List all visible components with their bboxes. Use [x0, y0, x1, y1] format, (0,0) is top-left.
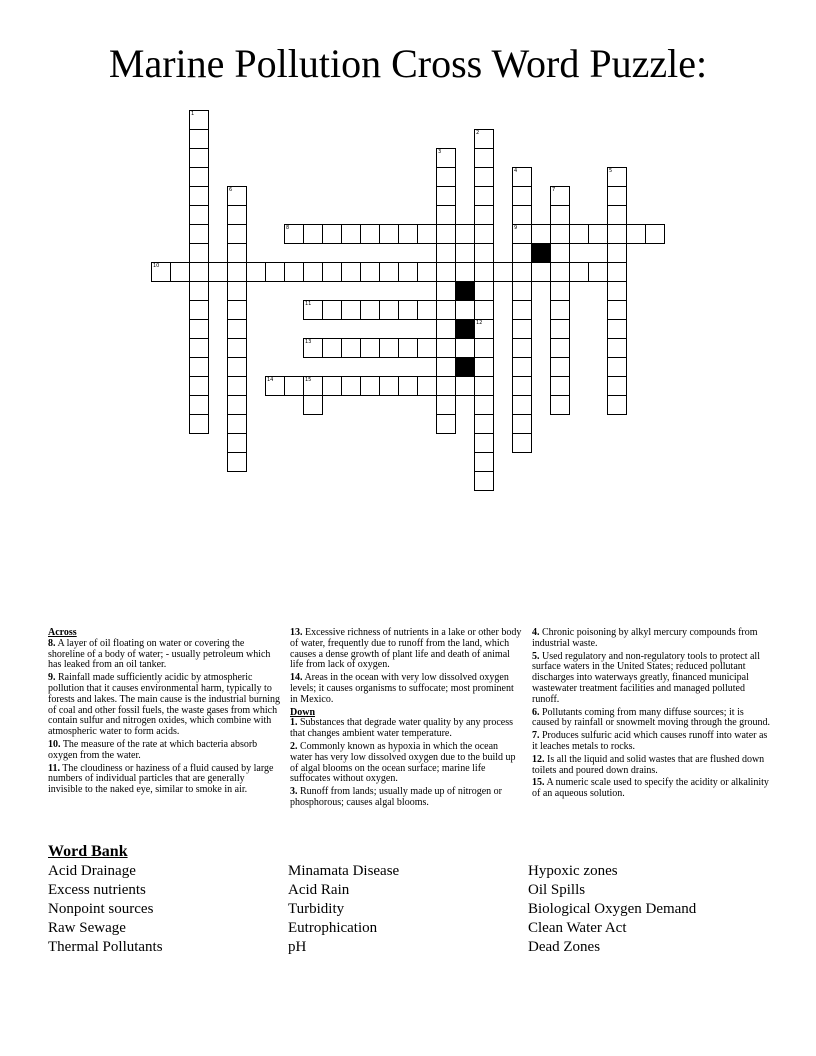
word-bank-item: Eutrophication — [288, 920, 378, 936]
grid-cell[interactable] — [474, 319, 494, 339]
cell-number: 15 — [305, 377, 312, 383]
grid-cell[interactable] — [189, 357, 209, 377]
word-bank-item: Thermal Pollutants — [48, 939, 163, 955]
grid-cell[interactable] — [626, 224, 646, 244]
grid-cell[interactable] — [607, 395, 627, 415]
grid-cell[interactable] — [607, 281, 627, 301]
grid-cell[interactable] — [189, 300, 209, 320]
word-bank-item: Turbidity — [288, 901, 345, 917]
grid-cell[interactable] — [474, 243, 494, 263]
grid-cell[interactable] — [189, 186, 209, 206]
grid-cell[interactable] — [474, 129, 494, 149]
grid-cell[interactable] — [417, 224, 437, 244]
grid-cell[interactable] — [303, 395, 323, 415]
clue-across-13: 13. Excessive richness of nutrients in a lake or other body of water, frequently due to runoff from the land, which causes a dense growth of plant life and death of animal life from lack of oxygen. — [290, 627, 522, 671]
word-bank-item: Oil Spills — [528, 882, 586, 898]
grid-cell[interactable] — [436, 186, 456, 206]
cell-number: 2 — [476, 130, 480, 136]
black-cell — [531, 243, 551, 263]
grid-cell[interactable] — [550, 300, 570, 320]
grid-cell[interactable] — [550, 338, 570, 358]
clue-across-9: 9. Rainfall made sufficiently acidic by atmospheric pollution that it causes environmental harm, typically to forests and lakes. The main cause is the industrial burning of coal and other fossil fuels, the waste gases from which contain sulfur and nitrogen oxides, which combine with atmospheric water to form acids. — [48, 672, 280, 738]
grid-cell[interactable] — [227, 357, 247, 377]
grid-cell[interactable] — [398, 300, 418, 320]
grid-cell[interactable] — [493, 262, 513, 282]
grid-cell[interactable] — [607, 205, 627, 225]
grid-cell[interactable] — [227, 452, 247, 472]
grid-cell[interactable] — [474, 224, 494, 244]
clues-column-2 — [290, 628, 522, 811]
word-bank-item: Dead Zones — [528, 939, 601, 955]
grid-cell[interactable] — [322, 224, 342, 244]
grid-cell[interactable] — [189, 338, 209, 358]
grid-cell[interactable] — [303, 338, 323, 358]
grid-cell[interactable] — [436, 281, 456, 301]
grid-cell[interactable] — [417, 300, 437, 320]
word-bank-item: Raw Sewage — [48, 920, 126, 936]
grid-cell[interactable] — [227, 338, 247, 358]
grid-cell[interactable] — [550, 281, 570, 301]
grid-cell[interactable] — [550, 205, 570, 225]
grid-cell[interactable] — [436, 395, 456, 415]
grid-cell[interactable] — [227, 319, 247, 339]
grid-cell[interactable] — [512, 395, 532, 415]
grid-cell[interactable] — [607, 167, 627, 187]
grid-cell[interactable] — [474, 262, 494, 282]
grid-cell[interactable] — [189, 148, 209, 168]
grid-cell[interactable] — [227, 281, 247, 301]
grid-cell[interactable] — [360, 338, 380, 358]
grid-cell[interactable] — [189, 262, 209, 282]
grid-cell[interactable] — [379, 224, 399, 244]
grid-cell[interactable] — [246, 262, 266, 282]
grid-cell[interactable] — [607, 357, 627, 377]
clue-down-3: 3. Runoff from lands; usually made up of nitrogen or phosphorous; causes algal blooms. — [290, 786, 503, 808]
grid-cell[interactable] — [550, 224, 570, 244]
grid-cell[interactable] — [227, 186, 247, 206]
cell-number: 10 — [153, 263, 160, 269]
grid-cell[interactable] — [474, 205, 494, 225]
grid-cell[interactable] — [189, 224, 209, 244]
grid-cell[interactable] — [189, 395, 209, 415]
black-cell — [455, 357, 475, 377]
grid-cell[interactable] — [550, 319, 570, 339]
clue-across-8: 8. A layer of oil floating on water or covering the shoreline of a body of water; - usually petroleum which has leaked from an oil tanker. — [48, 637, 271, 671]
word-bank-item: Hypoxic zones — [528, 863, 618, 879]
grid-cell[interactable] — [569, 262, 589, 282]
grid-cell[interactable] — [303, 300, 323, 320]
clues-column-1 — [48, 628, 280, 798]
grid-cell[interactable] — [607, 300, 627, 320]
grid-cell[interactable] — [512, 281, 532, 301]
grid-cell[interactable] — [436, 167, 456, 187]
grid-cell[interactable] — [341, 262, 361, 282]
grid-cell[interactable] — [189, 414, 209, 434]
grid-cell[interactable] — [588, 262, 608, 282]
grid-cell[interactable] — [512, 186, 532, 206]
grid-cell[interactable] — [550, 243, 570, 263]
grid-cell[interactable] — [512, 167, 532, 187]
clues-column-3 — [532, 628, 772, 802]
grid-cell[interactable] — [474, 186, 494, 206]
grid-cell[interactable] — [531, 262, 551, 282]
grid-cell[interactable] — [550, 186, 570, 206]
word-bank-title: Word Bank — [48, 843, 128, 860]
grid-cell[interactable] — [417, 376, 437, 396]
grid-cell[interactable] — [645, 224, 665, 244]
grid-cell[interactable] — [189, 129, 209, 149]
grid-cell[interactable] — [284, 376, 304, 396]
grid-cell[interactable] — [474, 433, 494, 453]
grid-cell[interactable] — [474, 376, 494, 396]
cell-number: 14 — [267, 377, 274, 383]
grid-cell[interactable] — [379, 300, 399, 320]
grid-cell[interactable] — [322, 338, 342, 358]
grid-cell[interactable] — [455, 376, 475, 396]
grid-cell[interactable] — [607, 338, 627, 358]
grid-cell[interactable] — [398, 376, 418, 396]
crossword-grid — [0, 0, 816, 520]
grid-cell[interactable] — [512, 376, 532, 396]
grid-cell[interactable] — [550, 376, 570, 396]
grid-cell[interactable] — [512, 338, 532, 358]
grid-cell[interactable] — [607, 262, 627, 282]
grid-cell[interactable] — [512, 205, 532, 225]
grid-cell[interactable] — [474, 395, 494, 415]
grid-cell[interactable] — [303, 224, 323, 244]
grid-cell[interactable] — [322, 300, 342, 320]
grid-cell[interactable] — [341, 300, 361, 320]
grid-cell[interactable] — [436, 300, 456, 320]
grid-cell[interactable] — [455, 262, 475, 282]
cell-number: 7 — [552, 187, 556, 193]
cell-number: 6 — [229, 187, 233, 193]
grid-cell[interactable] — [360, 300, 380, 320]
grid-cell[interactable] — [227, 376, 247, 396]
down-heading: Down — [290, 706, 316, 718]
grid-cell[interactable] — [189, 167, 209, 187]
grid-cell[interactable] — [436, 262, 456, 282]
grid-cell[interactable] — [436, 338, 456, 358]
grid-cell[interactable] — [607, 319, 627, 339]
clue-down-5: 5. Used regulatory and non-regulatory tools to protect all surface waters in the United States; reduced pollutant discharges into waterways greatly, financed municipal wastewater treatment facilities and managed polluted runoff. — [532, 650, 760, 705]
grid-cell[interactable] — [436, 243, 456, 263]
across-heading: Across — [48, 627, 77, 638]
word-bank-column-1 — [48, 862, 163, 957]
grid-cell[interactable] — [189, 319, 209, 339]
cell-number: 12 — [476, 320, 483, 326]
grid-cell[interactable] — [398, 338, 418, 358]
word-bank-item: Acid Rain — [288, 882, 350, 898]
grid-cell[interactable] — [227, 205, 247, 225]
grid-cell[interactable] — [151, 262, 171, 282]
grid-cell[interactable] — [436, 376, 456, 396]
grid-cell[interactable] — [474, 414, 494, 434]
grid-cell[interactable] — [474, 281, 494, 301]
grid-cell[interactable] — [436, 148, 456, 168]
grid-cell[interactable] — [322, 376, 342, 396]
clue-across-14: 14. Areas in the ocean with very low dissolved oxygen levels; it causes organisms to suffocate; most prominent in Mexico. — [290, 672, 514, 705]
grid-cell[interactable] — [512, 243, 532, 263]
grid-cell[interactable] — [474, 357, 494, 377]
grid-cell[interactable] — [512, 357, 532, 377]
grid-cell[interactable] — [360, 224, 380, 244]
word-bank-column-3 — [528, 862, 696, 957]
grid-cell[interactable] — [379, 376, 399, 396]
word-bank-column-2 — [288, 862, 399, 957]
grid-cell[interactable] — [436, 319, 456, 339]
grid-cell[interactable] — [227, 433, 247, 453]
clue-down-1: 1. Substances that degrade water quality by any process that changes ambient water temperature. — [290, 717, 513, 740]
grid-cell[interactable] — [189, 243, 209, 263]
grid-cell[interactable] — [227, 395, 247, 415]
grid-cell[interactable] — [227, 262, 247, 282]
grid-cell[interactable] — [455, 338, 475, 358]
clue-down-2: 2. Commonly known as hypoxia in which the ocean water has very low dissolved oxygen due to the build up of algal blooms on the ocean surface; marine life suffocates without oxygen. — [290, 740, 516, 785]
grid-cell[interactable] — [512, 433, 532, 453]
grid-cell[interactable] — [341, 376, 361, 396]
grid-cell[interactable] — [588, 224, 608, 244]
clue-down-7: 7. Produces sulfuric acid which causes runoff into water as it leaches metals to rocks. — [532, 730, 768, 752]
grid-cell[interactable] — [474, 452, 494, 472]
clue-across-11: 11. The cloudiness or haziness of a fluid caused by large numbers of individual particles that are generally invisible to the naked eye, similar to smoke in air. — [48, 762, 274, 796]
grid-cell[interactable] — [474, 148, 494, 168]
grid-cell[interactable] — [208, 262, 228, 282]
grid-cell[interactable] — [265, 376, 285, 396]
grid-cell[interactable] — [398, 262, 418, 282]
grid-cell[interactable] — [436, 357, 456, 377]
grid-cell[interactable] — [379, 262, 399, 282]
clue-across-10: 10. The measure of the rate at which bacteria absorb oxygen from the water. — [48, 738, 258, 761]
cell-number: 1 — [191, 111, 195, 117]
cell-number: 9 — [514, 225, 518, 231]
grid-cell[interactable] — [227, 224, 247, 244]
grid-cell[interactable] — [189, 376, 209, 396]
grid-cell[interactable] — [607, 376, 627, 396]
grid-cell[interactable] — [512, 300, 532, 320]
page-title: Marine Pollution Cross Word Puzzle: — [108, 41, 708, 86]
grid-cell[interactable] — [284, 224, 304, 244]
grid-cell[interactable] — [512, 224, 532, 244]
cell-number: 5 — [609, 168, 613, 174]
grid-cell[interactable] — [550, 395, 570, 415]
word-bank-item: Nonpoint sources — [48, 901, 154, 917]
grid-cell[interactable] — [455, 224, 475, 244]
cell-number: 11 — [305, 301, 312, 307]
clue-down-12: 12. Is all the liquid and solid wastes that are flushed down toilets and poured down drains. — [532, 753, 765, 776]
grid-cell[interactable] — [512, 262, 532, 282]
black-cell — [455, 281, 475, 301]
grid-cell[interactable] — [360, 262, 380, 282]
grid-cell[interactable] — [531, 224, 551, 244]
grid-cell[interactable] — [341, 338, 361, 358]
clue-down-4: 4. Chronic poisoning by alkyl mercury compounds from industrial waste. — [532, 627, 758, 649]
word-bank-item: Clean Water Act — [528, 920, 627, 936]
grid-cell[interactable] — [550, 262, 570, 282]
black-cell — [455, 319, 475, 339]
grid-cell[interactable] — [227, 414, 247, 434]
grid-cell[interactable] — [436, 414, 456, 434]
grid-cell[interactable] — [379, 338, 399, 358]
grid-cell[interactable] — [550, 357, 570, 377]
grid-cell[interactable] — [569, 224, 589, 244]
clue-down-15: 15. A numeric scale used to specify the acidity or alkalinity of an aqueous solution. — [532, 777, 769, 800]
grid-cell[interactable] — [512, 414, 532, 434]
grid-cell[interactable] — [303, 262, 323, 282]
grid-cell[interactable] — [265, 262, 285, 282]
grid-cell[interactable] — [360, 376, 380, 396]
grid-cell[interactable] — [417, 338, 437, 358]
word-bank-item: Excess nutrients — [48, 882, 146, 898]
word-bank-item: Acid Drainage — [48, 863, 136, 879]
grid-cell[interactable] — [189, 110, 209, 130]
grid-cell[interactable] — [189, 281, 209, 301]
grid-cell[interactable] — [607, 224, 627, 244]
cell-number: 13 — [305, 339, 312, 345]
word-bank-item: pH — [288, 939, 307, 955]
cell-number: 8 — [286, 225, 290, 231]
grid-cell[interactable] — [322, 262, 342, 282]
clue-down-6: 6. Pollutants coming from many diffuse sources; it is caused by rainfall or snowmelt moving through the ground. — [532, 706, 771, 729]
grid-cell[interactable] — [474, 167, 494, 187]
cell-number: 3 — [438, 149, 442, 155]
cell-number: 4 — [514, 168, 518, 174]
grid-cell[interactable] — [436, 205, 456, 225]
word-bank-item: Minamata Disease — [288, 863, 400, 879]
grid-cell[interactable] — [512, 319, 532, 339]
grid-cell[interactable] — [303, 376, 323, 396]
grid-cell[interactable] — [474, 471, 494, 491]
grid-cell[interactable] — [474, 300, 494, 320]
grid-cell[interactable] — [398, 224, 418, 244]
grid-cell[interactable] — [341, 224, 361, 244]
grid-cell[interactable] — [170, 262, 190, 282]
grid-cell[interactable] — [189, 205, 209, 225]
grid-cell[interactable] — [474, 338, 494, 358]
grid-cell[interactable] — [607, 243, 627, 263]
grid-cell[interactable] — [436, 224, 456, 244]
grid-cell[interactable] — [607, 186, 627, 206]
grid-cell[interactable] — [284, 262, 304, 282]
grid-cell[interactable] — [227, 243, 247, 263]
word-bank-item: Biological Oxygen Demand — [528, 901, 697, 917]
grid-cell[interactable] — [227, 300, 247, 320]
grid-cell[interactable] — [417, 262, 437, 282]
